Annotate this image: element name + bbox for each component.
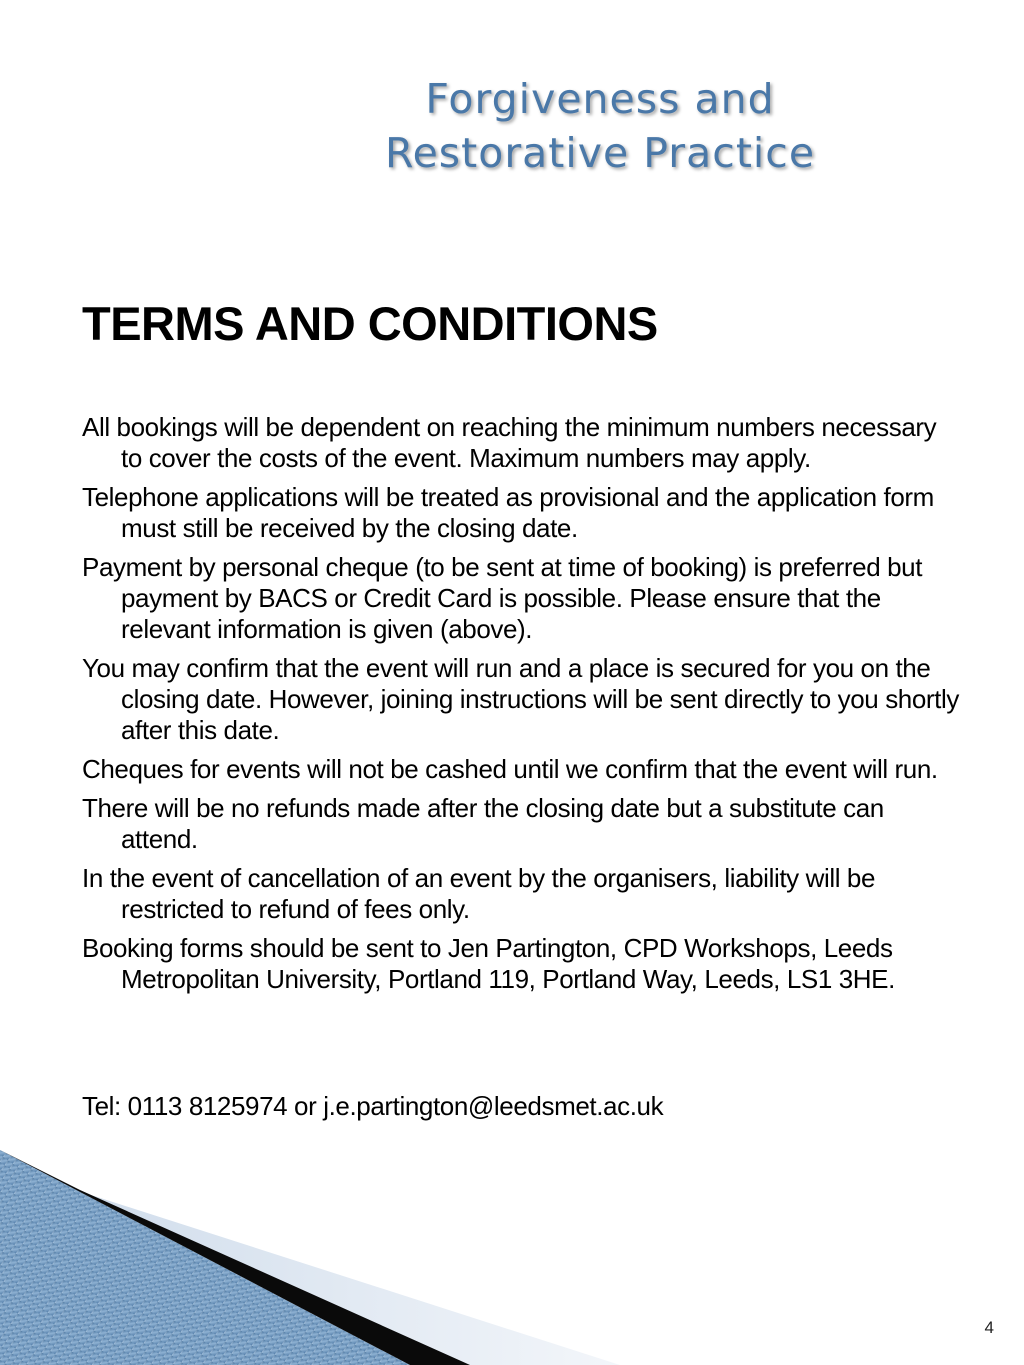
term-item: All bookings will be dependent on reaching the minimum numbers necessary to cover the costs of the event. Maximum numbers may apply. — [82, 412, 937, 473]
term-item: In the event of cancellation of an event by the organisers, liability will be restricted to refund of fees only. — [82, 863, 876, 924]
slide-title — [300, 72, 900, 180]
term-item: There will be no refunds made after the closing date but a substitute can attend. — [82, 793, 884, 854]
slide-title-line-2: Restorative Practice — [384, 129, 816, 177]
page-number: 4 — [984, 1318, 994, 1337]
slide-title-line-1: Forgiveness and — [425, 75, 775, 123]
terms-list — [82, 412, 962, 1003]
section-heading: TERMS AND CONDITIONS — [82, 297, 658, 350]
term-item: Booking forms should be sent to Jen Partington, CPD Workshops, Leeds Metropolitan University, Portland 119, Portland Way, Leeds, LS1 3HE. — [82, 933, 895, 994]
term-item: Cheques for events will not be cashed until we confirm that the event will run. — [82, 754, 938, 784]
term-item: Telephone applications will be treated as provisional and the application form must still be received by the closing date. — [82, 482, 934, 543]
contact-line: Tel: 0113 8125974 or j.e.partington@leedsmet.ac.uk — [82, 1091, 664, 1121]
term-item: You may confirm that the event will run and a place is secured for you on the closing date. However, joining instructions will be sent directly to you shortly after this date. — [82, 653, 959, 745]
term-item: Payment by personal cheque (to be sent at time of booking) is preferred but payment by BACS or Credit Card is possible. Please ensure that the relevant information is given (above). — [82, 552, 923, 644]
corner-decoration — [0, 1140, 620, 1365]
